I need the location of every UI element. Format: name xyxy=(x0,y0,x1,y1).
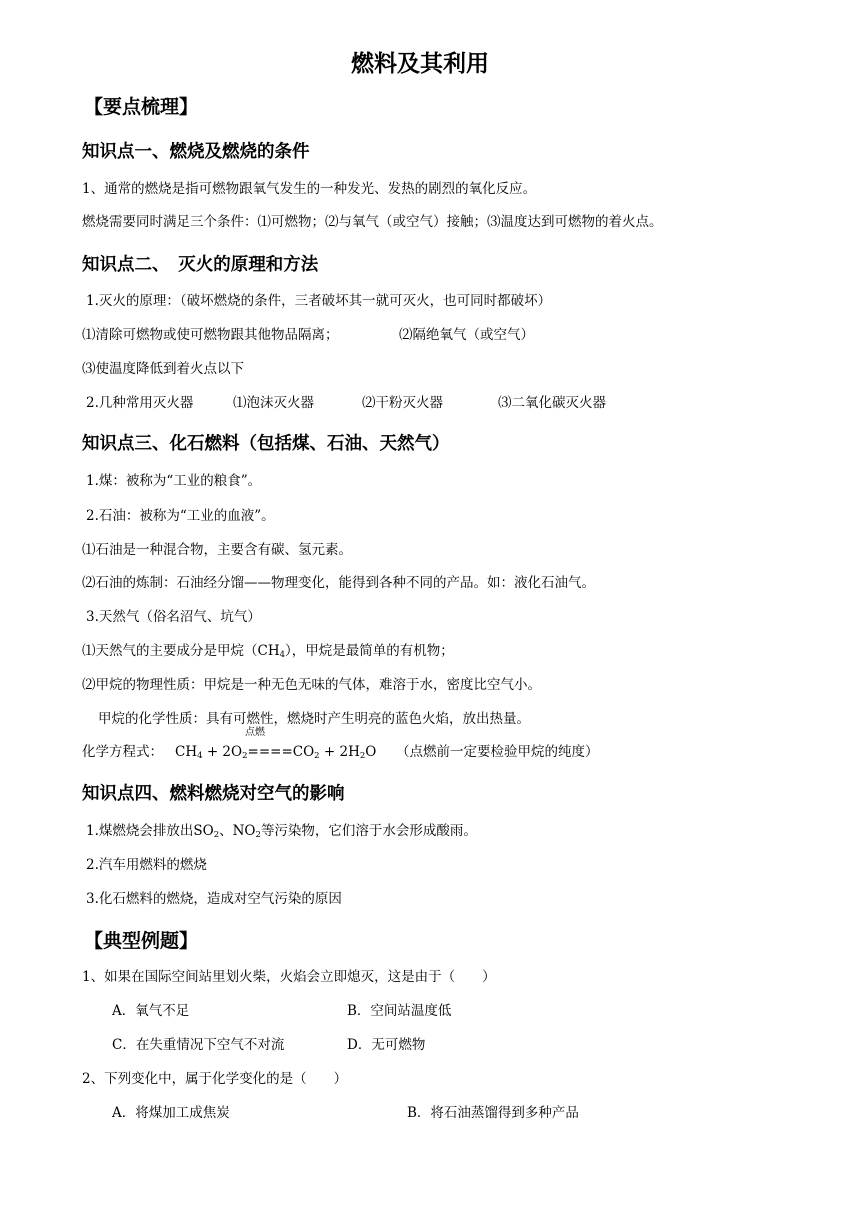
reaction-condition: 点燃 xyxy=(245,727,265,738)
kp4-heading: 知识点四、燃料燃烧对空气的影响 xyxy=(82,784,345,804)
kp3-line-3: ⑴石油是一种混合物，主要含有碳、氢元素。 xyxy=(82,542,352,558)
section-examples-heading: 【典型例题】 xyxy=(84,930,199,952)
kp3-line-8: 甲烷的化学性质：具有可燃性，燃烧时产生明亮的蓝色火焰，放出热量。 xyxy=(98,711,530,727)
question-2-stem: 2、下列变化中，属于化学变化的是（ ） xyxy=(82,1071,348,1087)
kp1-line-1: 1、通常的燃烧是指可燃物跟氧气发生的一种发光、发热的剧烈的氧化反应。 xyxy=(82,181,537,197)
question-1-option-b: B．空间站温度低 xyxy=(347,1003,452,1019)
section-summary-heading: 【要点梳理】 xyxy=(84,96,199,118)
kp2-line-2a: ⑴清除可燃物或使可燃物跟其他物品隔离； xyxy=(82,327,339,343)
question-1-option-a: A．氧气不足 xyxy=(112,1003,190,1019)
question-1-option-d: D．无可燃物 xyxy=(347,1037,426,1053)
kp2-line-4c: ⑵干粉灭火器 xyxy=(362,395,443,411)
kp3-line-1: 1.煤：被称为“工业的粮食”。 xyxy=(86,473,262,489)
kp2-heading: 知识点二、 灭火的原理和方法 xyxy=(82,255,319,275)
kp4-line-2: 2.汽车用燃料的燃烧 xyxy=(86,857,207,873)
equation-label: 化学方程式： xyxy=(82,744,163,760)
kp4-line-1: 1.煤燃烧会排放出$SO_2$、$NO_2$等污染物，它们溶于水会形成酸雨。 xyxy=(86,823,477,840)
equation-note: （点燃前一定要检验甲烷的纯度） xyxy=(396,744,599,760)
question-2-option-a: A．将煤加工成焦炭 xyxy=(112,1105,230,1121)
question-1-stem: 1、如果在国际空间站里划火柴，火焰会立即熄灭，这是由于（ ） xyxy=(82,969,496,985)
kp2-line-4a: 2.几种常用灭火器 xyxy=(86,395,194,411)
page-title: 燃料及其利用 xyxy=(351,51,489,77)
kp2-line-4b: ⑴泡沫灭火器 xyxy=(233,395,314,411)
kp2-line-4d: ⑶二氧化碳灭火器 xyxy=(498,395,606,411)
kp3-heading: 知识点三、化石燃料（包括煤、石油、天然气） xyxy=(82,434,450,454)
kp2-line-2b: ⑵隔绝氧气（或空气） xyxy=(399,327,534,343)
kp3-line-5: 3.天然气（俗名沼气、坑气） xyxy=(86,609,261,625)
kp2-line-3: ⑶使温度降低到着火点以下 xyxy=(82,361,244,377)
kp3-line-6: ⑴天然气的主要成分是甲烷$(CH_4)$，甲烷是最简单的有机物； xyxy=(82,643,454,660)
kp3-line-7: ⑵甲烷的物理性质：甲烷是一种无色无味的气体，难溶于水，密度比空气小。 xyxy=(82,677,541,693)
chemical-equation: 化学方程式： $CH_4 + 2O_2====CO_2 + 2H_2O$ xyxy=(82,744,377,761)
question-1-option-c: C．在失重情况下空气不对流 xyxy=(112,1037,285,1053)
kp3-line-4: ⑵石油的炼制：石油经分馏——物理变化，能得到各种不同的产品。如：液化石油气。 xyxy=(82,575,595,591)
kp3-line-2: 2.石油：被称为“工业的血液”。 xyxy=(86,508,275,524)
kp4-line-3: 3.化石燃料的燃烧，造成对空气污染的原因 xyxy=(86,891,342,907)
kp1-heading: 知识点一、燃烧及燃烧的条件 xyxy=(82,142,310,162)
question-2-option-b: B．将石油蒸馏得到多种产品 xyxy=(407,1105,579,1121)
kp1-line-2: 燃烧需要同时满足三个条件：⑴可燃物；⑵与氧气（或空气）接触；⑶温度达到可燃物的着火点。 xyxy=(82,214,663,230)
kp2-line-1: 1.灭火的原理：（破坏燃烧的条件，三者破坏其一就可灭火，也可同时都破坏） xyxy=(86,293,552,309)
